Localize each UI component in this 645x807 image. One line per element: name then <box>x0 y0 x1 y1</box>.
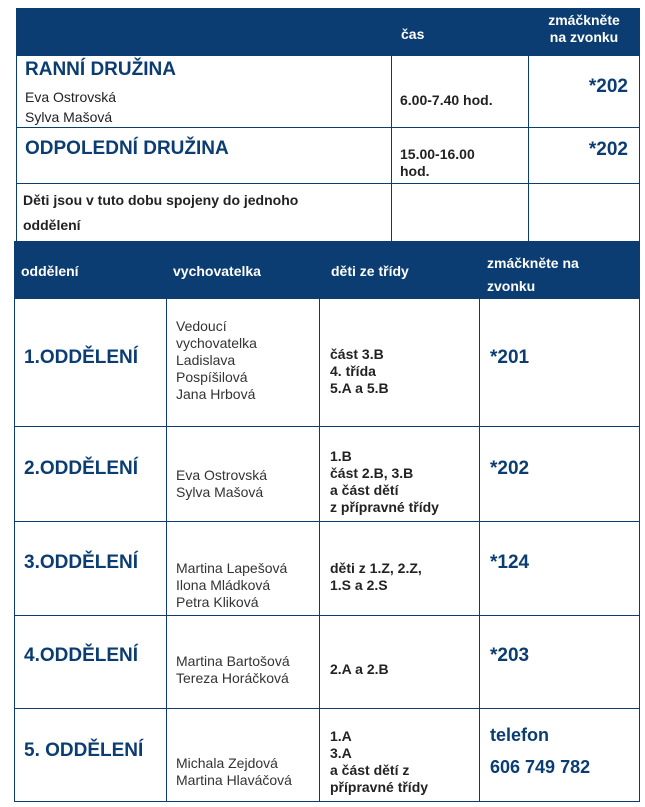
ext-cell <box>480 299 640 427</box>
classes-cell <box>320 299 480 427</box>
top-header-empty-cell <box>17 9 392 56</box>
morning-teacher-1: Eva Ostrovská <box>25 89 117 105</box>
class-line: přípravné třídy <box>330 779 429 795</box>
class-line: 5.A a 5.B <box>330 380 389 396</box>
ring-header-line-1: zmáčkněte <box>548 12 620 28</box>
table-row <box>15 427 640 522</box>
afternoon-ext: *202 <box>588 139 628 160</box>
col-header-department: oddělení <box>15 242 167 299</box>
departments-table <box>14 241 640 802</box>
afternoon-time-2: hod. <box>400 163 430 179</box>
ext-cell <box>480 616 640 709</box>
phone-number[interactable]: 606 749 782 <box>490 757 591 777</box>
teacher-line: vychovatelka <box>176 335 257 351</box>
morning-time-cell <box>392 56 529 128</box>
col-header-classes: děti ze třídy <box>320 242 480 299</box>
teacher-line: Ladislava <box>176 352 236 368</box>
ext-cell <box>480 427 640 522</box>
dept-name-cell <box>15 616 167 709</box>
class-line: 4. třída <box>330 363 376 379</box>
note-empty-ext <box>529 184 640 242</box>
morning-ext: *202 <box>588 76 628 97</box>
departments-header-row <box>15 242 640 299</box>
dept-name-cell <box>15 427 167 522</box>
teacher-list <box>167 653 319 687</box>
morning-ext-cell <box>529 56 640 128</box>
note-empty-time <box>392 184 529 242</box>
class-line: a část dětí z <box>330 762 410 778</box>
morning-teachers <box>17 87 391 127</box>
class-line: část 3.B <box>330 346 384 362</box>
teacher-line: Eva Ostrovská <box>176 467 268 483</box>
teacher-cell <box>167 427 320 522</box>
teacher-list <box>167 318 319 403</box>
class-line: 1.A <box>330 728 352 744</box>
time-header: čas <box>392 9 529 56</box>
afternoon-ext-cell <box>529 128 640 184</box>
teacher-list <box>167 560 319 611</box>
class-line: 1.S a 2.S <box>330 577 388 593</box>
morning-row <box>17 56 640 128</box>
top-header-row <box>17 9 640 56</box>
dept-name: 1.ODDĚLENÍ <box>24 347 139 368</box>
classes-cell <box>320 427 480 522</box>
teacher-line: Jana Hrbová <box>176 386 256 402</box>
class-line: 3.A <box>330 745 352 761</box>
morning-cell <box>17 56 392 128</box>
classes-cell <box>320 522 480 616</box>
col-header-teacher: vychovatelka <box>167 242 320 299</box>
teacher-line: Sylva Mašová <box>176 484 264 500</box>
ext-cell <box>480 522 640 616</box>
ring-header-line-2: na zvonku <box>549 29 619 45</box>
dept-name-cell <box>15 709 167 802</box>
dept-ext: *203 <box>490 645 530 666</box>
class-line: část 2.B, 3.B <box>330 465 414 481</box>
dept-ext: *202 <box>490 458 530 479</box>
teacher-cell <box>167 299 320 427</box>
teacher-list <box>167 755 319 789</box>
teacher-line: Martina Lapešová <box>176 560 288 576</box>
teacher-line: Pospíšilová <box>176 369 248 385</box>
dept-name-cell <box>15 299 167 427</box>
table-row <box>15 709 640 802</box>
classes-cell <box>320 616 480 709</box>
class-line: 1.B <box>330 448 352 464</box>
col-header-ring-line-2: zvonku <box>487 278 536 294</box>
teacher-cell <box>167 616 320 709</box>
morning-afternoon-table <box>16 8 640 242</box>
classes-cell <box>320 709 480 802</box>
teacher-line: Vedoucí <box>176 318 227 334</box>
dept-name: 2.ODDĚLENÍ <box>24 458 139 479</box>
col-header-ring <box>480 242 640 299</box>
class-list <box>320 448 479 516</box>
note-cell <box>17 184 392 242</box>
teacher-line: Ilona Mládková <box>176 577 271 593</box>
class-list <box>320 560 479 594</box>
afternoon-cell <box>17 128 392 184</box>
teacher-line: Tereza Horáčková <box>176 670 289 686</box>
teacher-line: Martina Bartošová <box>176 653 290 669</box>
afternoon-time-1: 15.00-16.00 <box>400 146 475 162</box>
class-list <box>320 661 479 678</box>
afternoon-row <box>17 128 640 184</box>
teacher-cell <box>167 522 320 616</box>
class-list <box>320 346 479 397</box>
morning-time: 6.00-7.40 hod. <box>400 92 493 108</box>
phone-label: telefon <box>490 725 550 745</box>
class-line: 2.A a 2.B <box>330 661 389 677</box>
dept-name: 4.ODDĚLENÍ <box>24 645 139 666</box>
morning-title: RANNÍ DRUŽINA <box>25 59 176 80</box>
class-line: a část dětí <box>330 482 399 498</box>
table-row <box>15 299 640 427</box>
morning-teacher-2: Sylva Mašová <box>25 109 113 125</box>
dept-ext: *124 <box>490 552 530 573</box>
afternoon-time-cell <box>392 128 529 184</box>
note-line-2: oddělení <box>23 217 81 233</box>
class-list <box>320 728 479 796</box>
dept-name: 3.ODDĚLENÍ <box>24 552 139 573</box>
teacher-line: Petra Kliková <box>176 594 259 610</box>
dept-ext: *201 <box>490 347 530 368</box>
class-line: z přípravné třídy <box>330 499 439 515</box>
table-row <box>15 616 640 709</box>
note-row <box>17 184 640 242</box>
ring-header <box>529 9 640 56</box>
teacher-list <box>167 467 319 501</box>
dept-name: 5. ODDĚLENÍ <box>24 740 144 761</box>
table-row <box>15 522 640 616</box>
afternoon-title: ODPOLEDNÍ DRUŽINA <box>25 138 229 159</box>
col-header-ring-line-1: zmáčkněte na <box>487 255 579 271</box>
phone-cell <box>480 709 640 802</box>
teacher-line: Martina Hlaváčová <box>176 772 292 788</box>
note-line-1: Děti jsou v tuto dobu spojeny do jednoho <box>23 192 299 208</box>
teacher-cell <box>167 709 320 802</box>
dept-name-cell <box>15 522 167 616</box>
class-line: děti z 1.Z, 2.Z, <box>330 560 422 576</box>
teacher-line: Michala Zejdová <box>176 755 278 771</box>
